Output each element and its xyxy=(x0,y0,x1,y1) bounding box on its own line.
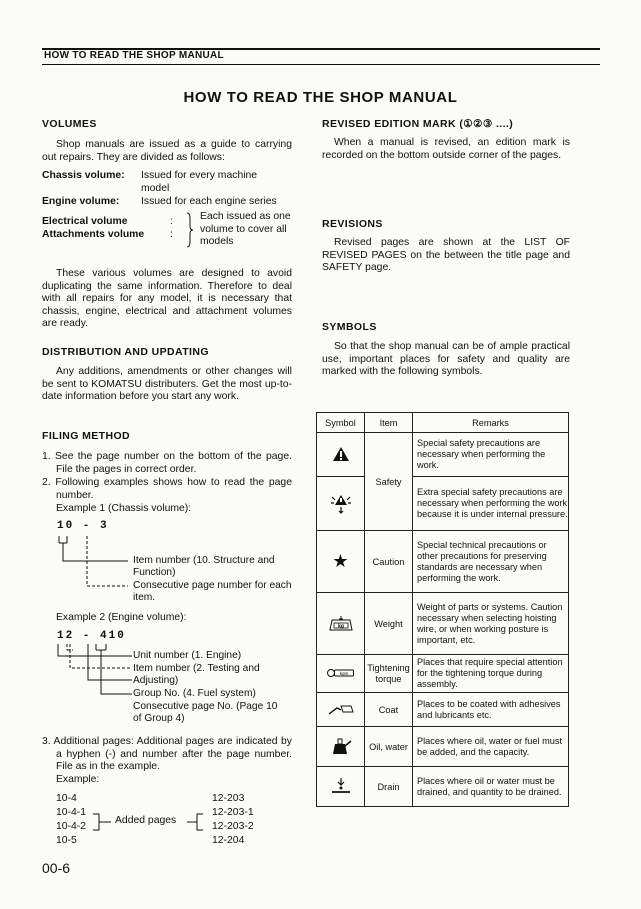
revisions-heading: REVISIONS xyxy=(322,218,383,230)
page-number: 00-6 xyxy=(42,860,71,876)
pressure-warning-icon xyxy=(329,491,353,515)
brace-icon xyxy=(184,212,194,248)
example-1-item-number: Item number (10. Structure and Function) xyxy=(133,555,275,579)
item-tightening-torque: Tightening torque xyxy=(365,655,413,693)
revised-edition-heading: REVISED EDITION MARK (①②③ ....) xyxy=(322,118,514,130)
symbols-table xyxy=(316,412,569,807)
torque-cell xyxy=(317,655,365,693)
table-row xyxy=(317,693,569,727)
example-2-group-no: Group No. (4. Fuel system) xyxy=(133,688,256,699)
example-2-label: Example 2 (Engine volume): xyxy=(56,612,187,623)
filing-item-1: 1. See the page number on the bottom of the page. File the pages in correct order. xyxy=(42,451,292,475)
example-label: Example: xyxy=(56,774,100,785)
item-coat: Coat xyxy=(365,693,413,727)
remarks-tightening-torque: Places that require special attention for the tightening torque during assembly. xyxy=(413,655,569,693)
volumes-paragraph: These various volumes are designed to avoid duplicating the same information. Therefore to deal with all repairs for any model, it is necessary that chassis, engine, electrical and attachment volumes are ready. xyxy=(42,268,292,330)
remarks-oil-water: Places where oil, water or fuel must be added, and the capacity. xyxy=(413,727,569,767)
example-1-label: Example 1 (Chassis volume): xyxy=(56,503,192,514)
table-row xyxy=(317,767,569,807)
example-1-diagram xyxy=(40,530,140,600)
symbols-paragraph: So that the shop manual can be of ample practical use, important places for safety and quality are marked with the following symbols. xyxy=(322,341,570,378)
table-row xyxy=(317,531,569,593)
left-page-3: 10-4-2 xyxy=(56,821,87,832)
item-oil-water: Oil, water xyxy=(365,727,413,767)
drain-icon xyxy=(329,776,353,796)
torque-icon-text: kgm xyxy=(339,670,348,676)
each-issued-text: Each issued as one volume to cover all models xyxy=(200,211,291,248)
table-row xyxy=(317,727,569,767)
oil-can-cell xyxy=(317,727,365,767)
example-2-code: 12 - 410 xyxy=(57,630,126,642)
drain-cell xyxy=(317,767,365,807)
left-page-1: 10-4 xyxy=(56,793,77,804)
symbols-heading: SYMBOLS xyxy=(322,321,377,333)
table-row xyxy=(317,655,569,693)
star-icon: ★ xyxy=(332,551,349,571)
header-subrule xyxy=(42,64,600,65)
header-rule xyxy=(42,48,600,50)
remarks-safety-2: Extra special safety precautions are necessary when performing the work because it is under internal pressure. xyxy=(413,477,569,531)
warning-triangle-cell xyxy=(317,433,365,477)
weight-icon xyxy=(328,614,354,632)
torque-wrench-icon xyxy=(326,666,356,680)
weight-cell xyxy=(317,593,365,655)
remarks-caution: Special technical precautions or other precautions for preserving standards are necessary when performing the work. xyxy=(413,531,569,593)
filing-heading: FILING METHOD xyxy=(42,430,131,442)
right-page-3: 12-203-2 xyxy=(212,821,254,832)
item-safety: Safety xyxy=(365,433,413,531)
attachments-volume-label: Attachments volume xyxy=(42,229,145,240)
item-weight: Weight xyxy=(365,593,413,655)
filing-item-2: 2. Following examples shows how to read the page number. xyxy=(42,477,292,501)
volumes-intro: Shop manuals are issued as a guide to carrying out repairs. They are divided as follows: xyxy=(42,139,292,163)
col-remarks-header: Remarks xyxy=(413,413,569,433)
remarks-weight: Weight of parts or systems. Caution necessary when selecting hoisting wire, or when working posture is important, etc. xyxy=(413,593,569,655)
example-2-item-number: Item number (2. Testing and Adjusting) xyxy=(133,663,260,687)
remarks-coat: Places to be coated with adhesives and lubricants etc. xyxy=(413,693,569,727)
coat-cell xyxy=(317,693,365,727)
item-drain: Drain xyxy=(365,767,413,807)
example-2-unit-number: Unit number (1. Engine) xyxy=(133,650,242,661)
example-1-code: 10 - 3 xyxy=(57,520,109,532)
table-row xyxy=(317,477,569,531)
revised-edition-paragraph: When a manual is revised, an edition mark is recorded on the bottom outside corner of the pages. xyxy=(322,137,570,161)
col-item-header: Item xyxy=(365,413,413,433)
colon-2: : xyxy=(170,229,173,240)
chassis-volume-label: Chassis volume: xyxy=(42,170,125,181)
distribution-paragraph: Any additions, amendments or other changes will be sent to KOMATSU distributers. Get the most up-to-date information before you start any work. xyxy=(42,366,292,403)
warning-triangle-icon xyxy=(332,446,350,462)
added-pages-label: Added pages xyxy=(115,815,177,826)
colon-1: : xyxy=(170,216,173,227)
oil-can-icon xyxy=(329,736,353,756)
coat-icon xyxy=(327,702,355,716)
left-page-4: 10-5 xyxy=(56,835,77,846)
running-header: HOW TO READ THE SHOP MANUAL xyxy=(44,50,224,61)
page-title: HOW TO READ THE SHOP MANUAL xyxy=(183,89,458,106)
table-row xyxy=(317,433,569,477)
engine-volume-desc: Issued for each engine series xyxy=(141,196,277,207)
filing-item-3: 3. Additional pages: Additional pages are indicated by a hyphen (-) and number after the page number. File as in the example. xyxy=(42,736,292,773)
right-page-2: 12-203-1 xyxy=(212,807,254,818)
right-page-4: 12-204 xyxy=(212,835,245,846)
star-cell xyxy=(317,531,365,593)
weight-icon-text: kg xyxy=(337,622,344,629)
example-2-diagram xyxy=(40,640,140,720)
right-page-1: 12-203 xyxy=(212,793,245,804)
left-page-2: 10-4-1 xyxy=(56,807,87,818)
pressure-warning-cell xyxy=(317,477,365,531)
engine-volume-label: Engine volume: xyxy=(42,196,120,207)
col-symbol-header: Symbol xyxy=(317,413,365,433)
revisions-paragraph: Revised pages are shown at the LIST OF REVISED PAGES on the between the title page and SAFETY page. xyxy=(322,237,570,274)
electrical-volume-label: Electrical volume xyxy=(42,216,128,227)
distribution-heading: DISTRIBUTION AND UPDATING xyxy=(42,346,209,358)
remarks-drain: Places where oil or water must be drained, and quantity to be drained. xyxy=(413,767,569,807)
table-row xyxy=(317,593,569,655)
symbols-table-header xyxy=(317,413,569,433)
remarks-safety-1: Special safety precautions are necessary when performing the work. xyxy=(413,433,569,477)
volumes-heading: VOLUMES xyxy=(42,118,97,130)
chassis-volume-desc: Issued for every machine model xyxy=(141,170,258,194)
item-caution: Caution xyxy=(365,531,413,593)
example-2-consecutive: Consecutive page No. (Page 10 of Group 4) xyxy=(133,701,278,725)
example-1-consecutive: Consecutive page number for each item. xyxy=(133,580,292,604)
